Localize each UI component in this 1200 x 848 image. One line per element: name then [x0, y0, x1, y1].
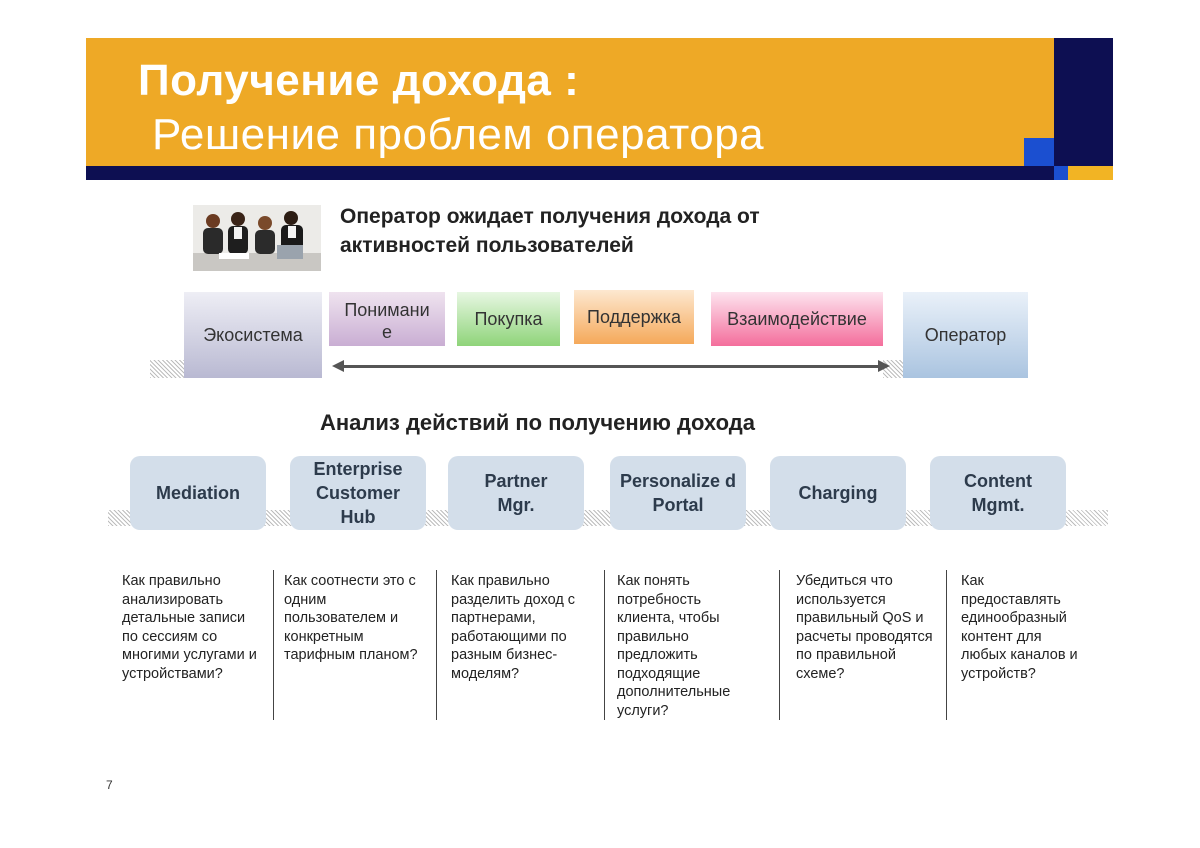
- slide-subtitle: Решение проблем оператора: [152, 110, 765, 159]
- flow-ecosystem: Экосистема: [184, 292, 322, 378]
- flow-step-interaction: Взаимодействие: [711, 292, 883, 346]
- analysis-title: Анализ действий по получению дохода: [320, 410, 755, 435]
- column-divider: [779, 570, 780, 720]
- capability-mediation: Mediation: [130, 456, 266, 530]
- arrow-right-head: [878, 360, 890, 372]
- page-number: 7: [106, 778, 113, 792]
- question-partner: Как правильно разделить доход с партнерами, работающими по разным бизнес-моделям?: [451, 573, 576, 682]
- arrow-left-head: [332, 360, 344, 372]
- operator-expectation-heading: [340, 202, 760, 260]
- bidirectional-arrow: [338, 365, 882, 368]
- question-portal: Как понять потребность клиента, чтобы правильно предложить подходящие дополнительные услуги?: [617, 573, 731, 719]
- banner-blue-square-small: [1054, 166, 1068, 180]
- subheading-line-1: Оператор ожидает получения дохода от: [340, 205, 760, 228]
- question-charging: Убедиться что используется правильный QoS и расчеты проводятся по правильной схеме?: [796, 573, 933, 682]
- flow-step-support: Поддержка: [574, 290, 694, 344]
- business-team-photo: [193, 205, 321, 271]
- banner-yellow-square: [1068, 166, 1113, 180]
- question-content: Как предоставлять единообразный контент для любых каналов и устройств?: [961, 573, 1078, 682]
- flow-step-purchase: Покупка: [457, 292, 560, 346]
- capability-charging: Charging: [770, 456, 906, 530]
- capability-enterprise-customer-hub: Enterprise Customer Hub: [290, 456, 426, 530]
- column-divider: [436, 570, 437, 720]
- capability-content-mgmt: Content Mgmt.: [930, 456, 1066, 530]
- column-divider: [273, 570, 274, 720]
- flow-operator: Оператор: [903, 292, 1028, 378]
- banner-navy-block: [1054, 38, 1113, 166]
- question-mediation: Как правильно анализировать детальные записи по сессиям со многими услугами и устройствами?: [122, 573, 257, 682]
- eco-shadow: [150, 360, 184, 378]
- column-divider: [946, 570, 947, 720]
- slide-title: Получение дохода :: [138, 56, 580, 105]
- banner-navy-strip: [86, 166, 1054, 180]
- flow-step-understanding: [329, 292, 445, 346]
- question-customer-hub: Как соотнести это с одним пользователем и конкретным тарифным планом?: [284, 573, 418, 663]
- capability-partner-mgr: Partner Mgr.: [448, 456, 584, 530]
- banner-blue-square: [1024, 138, 1054, 166]
- column-divider: [604, 570, 605, 720]
- capability-personalized-portal: Personalize d Portal: [610, 456, 746, 530]
- flow-step-label: Понимани е: [344, 300, 430, 342]
- subheading-line-2: активностей пользователей: [340, 234, 634, 257]
